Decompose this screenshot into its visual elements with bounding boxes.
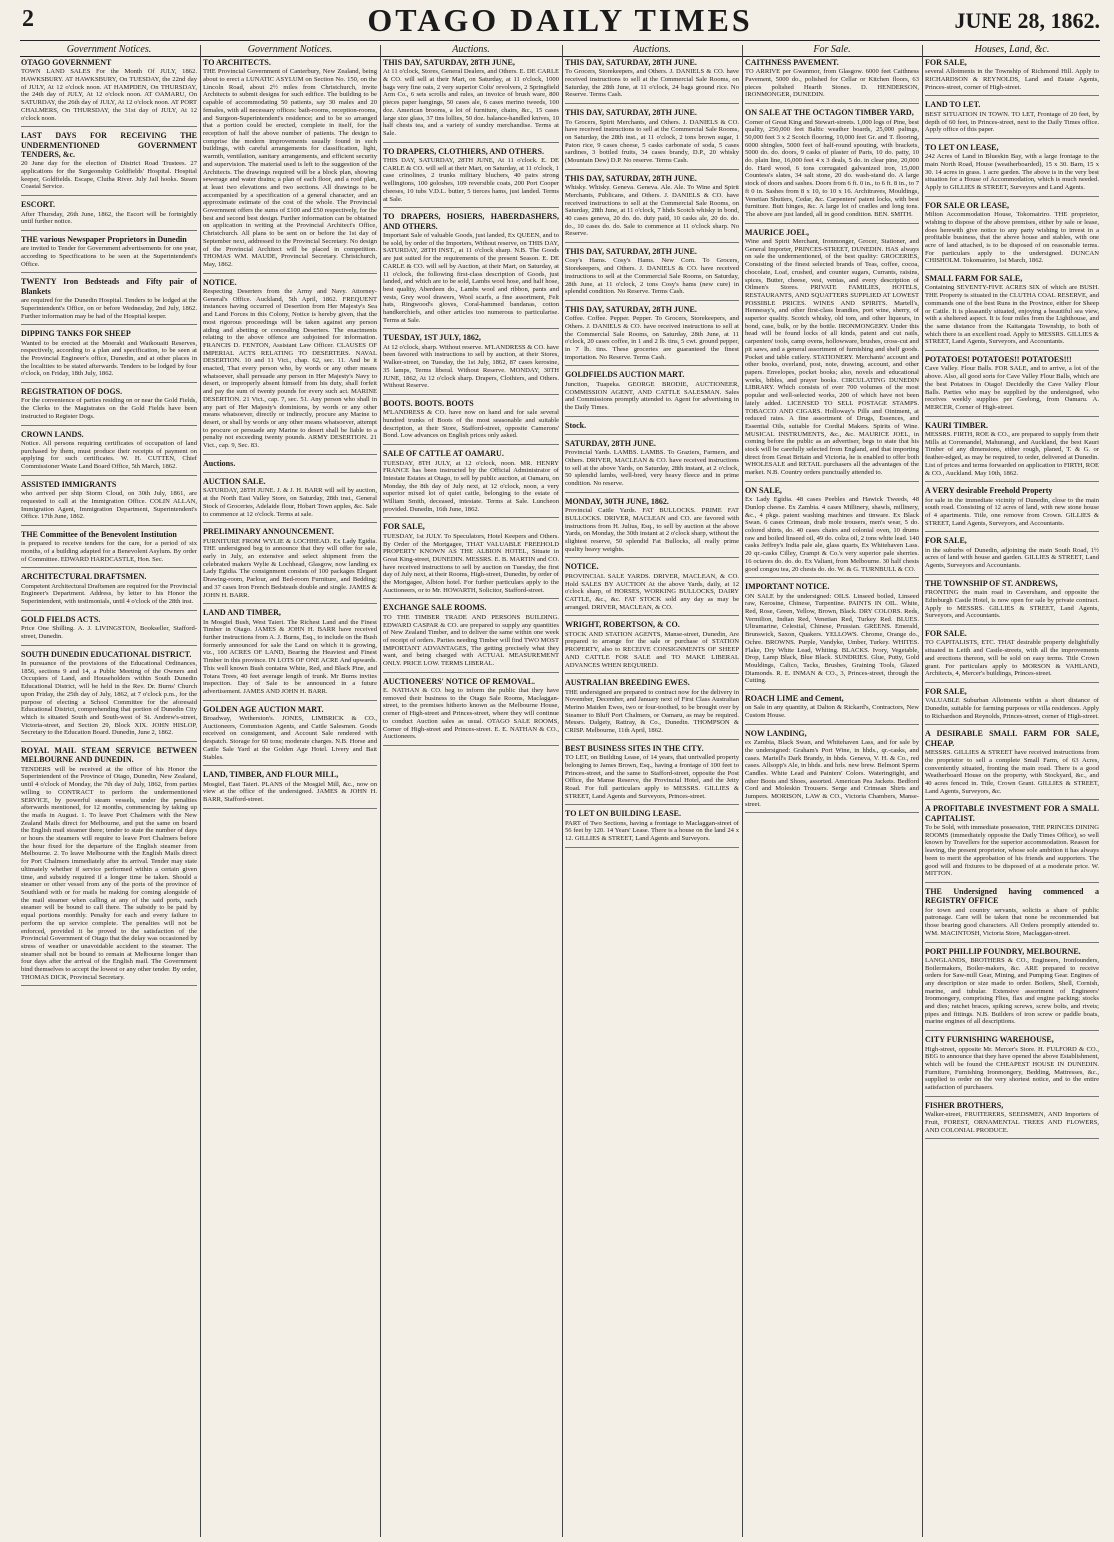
- advertisement-block: [925, 143, 1099, 197]
- advertisement-block: [565, 421, 739, 435]
- advertisement-heading: THE Committee of the Benevolent Institution: [21, 529, 177, 539]
- advertisement-body: VALUABLE Suburban Allotments within a short distance of Dunedin, suitable for farming purposes or villa residences. Apply to Richardson and Reynolds, Princes-street, corner of High-street.: [925, 697, 1099, 720]
- advertisement-heading: NOTICE.: [203, 277, 237, 287]
- advertisement-block: [21, 650, 197, 742]
- advertisement-heading: Auctions.: [203, 458, 236, 468]
- advertisement-body: THIS DAY, SATURDAY, 28TH JUNE, At 11 o'clock. E. DE CARLE & CO. will sell at their Mart, on Saturday, at 11 o'clock, 1 case crinolines, 2 trunks military bluchers, 40 pairs strong wellingtons, 100 goloshes, 109 reversible coats, 200 Port Cooper cheeses, 10 tubs V.D.L. butter, 5 tierces hams, just landed. Terms at Sale.: [383, 157, 559, 203]
- column-header: Government Notices.: [247, 44, 333, 55]
- advertisement-body: FURNITURE FROM WYLIE & LOCHHEAD. Ex Lady Egidia. THE undersigned beg to announce that they will offer for sale, early in July, an extensive and select shipment from the celebrated makers Wylie & Lochhead, Glasgow, now landing ex Lady Egidia. The consignment consists of 100 packages Elegant Drawing-room, Parlour, and Bed-room Furniture, and Bedding; and 37 cases Iron French Bedsteads double and single. JAMES & JOHN H. BARR.: [203, 537, 377, 599]
- advertisement-block: [925, 1035, 1099, 1097]
- advertisement-body: in the suburbs of Dunedin, adjoining the main South Road, 1½ acres of land with house and garden. GILLIES & STREET, Land Agents, Surveyors and Accountants.: [925, 546, 1099, 570]
- advertisement-body: Walker-street, FRUITERERS, SEEDSMEN, AND Importers of Fruit, FOREST, ORNAMENTAL TREES AND FLOWERS, AND COLONIAL PRODUCE.: [925, 1111, 1099, 1134]
- advertisement-body: Corner of Great King and Stewart-streets. 1,000 logs of Pine, best quality, 250,000 feet Baltic weather boards, 25,000 palings, 50,000 feet 3 x 2 Scotch flooring, 10,000 feet Gr. and T. flooring, 6000 shingles, 5000 feet of half-round spouting, with brackets, 5000 do. do. doors, 9 casks of plaster of Paris, 10 do. patty, 10 do. plain line, 16,000 feet 4 x 3 deals, 5 do. in clear pine, 20,000 do. Hard wood, 6 tons corrugated galvanized iron, 15,000 Countess's slates, 34 salt stone, 20 do. wash-stand do. A large stock of doors and sashes. Doors from 6 ft. 0 in., to 6 ft. 8 in., to 7 ft 0 in. Sashes from 8 x 10, to 10 x 16. Architraves, Mouldings, Venetian Shutters, Cedar, &c. Carpenters' patent locks, with best furniture. Butt hinges, &c. A large lot of cradles and long tons. The above are just landed, all in good condition. BEN. SMITH.: [745, 118, 919, 218]
- advertisement-body: who arrived per ship Storm Cloud, on 30th July, 1861, are requested to call at the Immigration Office. COLIN ALLAN, Immigration Agent, Immigration Department, Superintendent's Office. 17th June, 1862.: [21, 490, 197, 521]
- advertisement-block: [925, 274, 1099, 351]
- advertisement-body: for sale in the immediate vicinity of Dunedin, close to the main south road. Consisting of 12 acres of land, with new stone house of 4 apartments. Title, one remove from Crown. GILLIES & STREET, Land Agents, Surveyors, and Accountants.: [925, 496, 1099, 527]
- advertisement-body: M'LANDRESS & CO. have now on hand and for sale several hundred trunks of Boots of the most seasonable and suitable description, at their Store, Stafford-street, opposite Camerons' Bond. Low advances on English prices only asked.: [383, 409, 559, 440]
- advertisement-heading: ASSISTED IMMIGRANTS: [21, 479, 117, 489]
- advertisement-heading: FOR SALE OR LEASE,: [925, 200, 1010, 210]
- advertisement-heading: TO DRAPERS, HOSIERS, HABERDASHERS, AND OTHERS.: [383, 212, 559, 231]
- advertisement-heading: THE Undersigned having commenced a REGISTRY OFFICE: [925, 886, 1099, 906]
- advertisement-heading: MAURICE JOEL,: [745, 227, 810, 237]
- advertisement-block: [925, 729, 1099, 800]
- advertisement-block: [565, 620, 739, 674]
- advertisement-body: several Allotments in the Township of Richmond Hill. Apply to RICHARDSON & REYNOLDS, Land and Estate Agents, Princes-street, corner of High-street.: [925, 68, 1099, 91]
- column-header: Houses, Land, &c.: [974, 44, 1050, 55]
- column-header: Auctions.: [452, 44, 490, 55]
- advertisement-block: [925, 947, 1099, 1032]
- advertisement-body: To be Sold, with immediate possession, THE PRINCES DINING ROOMS (immediately opposite the Daily Times Office), so well known by Travellers for the superior accommodation. Reason for leaving, the present proprietor, whose sole ambition it has always been to merit the approbation of his friends and supporters. The good will and fixtures to be disposed of at a moderate price. W. MITTON.: [925, 824, 1099, 878]
- advertisement-heading: CITY FURNISHING WAREHOUSE,: [925, 1035, 1054, 1045]
- advertisement-body: To Grocers, Storekeepers, and Others. J. DANIELS & CO. have received instructions to sell at the Commercial Sale Rooms, on Saturday, the 28th June, at 11 o'clock, 24 bags ground rice. No Reserve. Terms Cash.: [565, 68, 739, 99]
- advertisement-heading: AUCTION SALE.: [203, 477, 266, 487]
- advertisement-body: Ex Lady Egidia. 48 cases Peebles and Hawick Tweeds, 48 Dunlop cheese. Ex Zambia. 4 cases Millinery, shawls, millinery, &c., 4 pkgs. patent washing machines and tinware. Ex Black Swan. 6 cases Crimean, drab mole trousers, men's wear, 5 do. colored shirts, do. 40 cases chairs and colonial oven, 10 drums raw and boiled linseed oil, 49 do. colza oil, 2 tons white lead. 140 casks Jeffrey's India pale ale, glass quarts, Ex Whitehaven Lass. 20 qr.-casks Cilley, Crampt & Co.'s very superior pale sherries. 16 octaves do. do. do. Ex Valiant, from Melbourne. 30 half chests good congou tea, 20 chests do. do. W. & G. TURNBULL & CO.: [745, 496, 919, 573]
- advertisement-heading: BEST BUSINESS SITES IN THE CITY.: [565, 743, 704, 753]
- advertisement-heading: FOR SALE,: [925, 536, 967, 546]
- advertisement-heading: ROACH LIME and Cement,: [745, 694, 844, 704]
- masthead: [20, 2, 1100, 38]
- advertisement-block: [21, 329, 197, 383]
- advertisement-block: [925, 887, 1099, 943]
- advertisement-heading: SOUTH DUNEDIN EDUCATIONAL DISTRICT.: [21, 649, 192, 659]
- advertisement-body: is prepared to receive tenders for the care, for a period of six months, of a building adapted for a Benevolent Asylum. By order of Committee. EDWARD HARDCASTLE, Hon. Sec.: [21, 540, 197, 563]
- advertisement-heading: THIS DAY, SATURDAY, 28TH JUNE.: [565, 58, 697, 67]
- advertisement-block: [383, 147, 559, 209]
- advertisement-heading: KAURI TIMBER.: [925, 420, 988, 430]
- advertisement-heading: Stock.: [565, 420, 587, 430]
- advertisement-heading: IMPORTANT NOTICE.: [745, 582, 830, 592]
- advertisement-body: on Sale in any quantity, at Dalton & Rickard's, Contractors, New Custom House.: [745, 704, 919, 720]
- advertisement-block: [21, 387, 197, 425]
- advertisement-heading: TO ARCHITECTS.: [203, 58, 271, 67]
- advertisement-block: [745, 582, 919, 690]
- advertisement-block: [925, 58, 1099, 96]
- advertisement-block: [565, 497, 739, 559]
- issue-date: JUNE 28, 1862.: [954, 8, 1100, 33]
- column-auctions-2: [565, 57, 739, 1535]
- advertisement-body: 20 June day for the election of District Road Trustees. 27 applications for the Surgeonship Goldfields' Hospital. Hospital keeper, Goldfields. Escape, Clutha River. July Jail hooks. Steam Coastal Service.: [21, 160, 197, 191]
- advertisement-block: [565, 174, 739, 243]
- advertisement-heading: WRIGHT, ROBERTSON, & CO.: [565, 620, 680, 630]
- advertisement-block: [925, 579, 1099, 625]
- column-government-notices-2: [203, 57, 377, 1535]
- advertisement-body: THE Provincial Government of Canterbury, New Zealand, being about to erect a LUNATIC ASYLUM on Section No. 150, on the Lincoln Road, about 2½ miles from Christchurch, invite Architects to submit designs for such edifice. The building to be capable of accommodating 50 patients, say 30 males and 20 females, with all necessary offices: bath-rooms, reception-rooms, and Surgeon-Superintendent's residence; and to be so arranged that a portion could be erected, complete in itself, for the reception of half the above number of patients. The design to comprise the modern improvements usually found in such buildings, with careful arrangements for classification, light, warmth, ventilation, sanitary arrangements, and efficient security and supervision. The material used is left to the suggestion of the Architects. The drawings required will be a block plan, showing sewerage and water drains; a plan of each floor, and a roof plan, at least two elevations and two sections. All drawings to be accompanied by a specification of a general character, and an approximate estimate of the cost of the whole. The Provincial Government offers the sums of £100 and £50 respectively, for the best and second best design. Further information can be obtained on application in writing at the Provincial Architect's Office, Christchurch. All plans to be sent on or before the 1st day of September next, addressed to the Provincial Secretary. No design of the Provincial Architect will be placed in competition. THOMAS WM. MAUDE, Provincial Secretary. Christchurch, May, 1862.: [203, 68, 377, 268]
- advertisement-block: [203, 608, 377, 700]
- advertisement-block: [925, 629, 1099, 683]
- advertisement-heading: PRELIMINARY ANNOUNCEMENT.: [203, 527, 334, 537]
- advertisement-body: Wine and Spirit Merchant, Ironmonger, Grocer, Stationer, and General Importer, PRINCES-STREET, DUNEDIN. HAS always on sale the undermentioned, of the best quality: GROCERIES, Consisting of the finest selected brands of Teas, coffee, cocoa, chocolate, Loaf, crushed, and counter sugars, Currants, raisins, spices, Butter, cheese, vest, ventas, and every description of Oilmen's Stores. PRIVATE FAMILIES, HOTELS, RESTAURANTS, AND SQUATTERS SUPPLIED AT LOWEST POSSIBLE PRICES. WINES AND SPIRITS. Martell's, Hennessy's, and other first-class brandies, port wine, sherry, of superior quality. Scotch whisky, old tom, and other liqueurs, in bond, case, bulk, or by the bottle. IRONMONGERY. Under this head will be found locks of all kinds, patent and cut nails, carpenters' tools, camp ovens, hollowware, brushes, cross-cut and pit saws, and a general assortment of furnishing and shelf goods. Pocket and table cutlery. STATIONERY. Merchants' account and other books, overland, post, note, drawing, account, and other papers. Envelopes, pocket books; also, novels and educational works, bibles, and prayer books. CIRCULATING DUNEDIN LIBRARY. Which consists of over 700 volumes of the most popular and well-selected works, 200 of which have not been lately added. LICENSED TO SELL POSTAGE STAMPS. TOBACCO AND CIGARS. Holloway's Pills and Ointment, at reduced rates. A fine assortment of Drugs, Essences, and Essential Oils, suitable for Cordial Makers. Spirits of Wine. MUSICAL INSTRUMENTS, &c., &c. MAURICE JOEL, in coming before the public as an advertiser, begs to state that his stock will be carefully selected from England, and that importing direct from Great Britain and Victoria, he is enabled to offer both WHOLESALE and RETAIL purchasers all the advantages of the market. N.B. Country orders punctually attended to.: [745, 238, 919, 477]
- advertisement-block: [203, 459, 377, 473]
- column-houses-land: [925, 57, 1099, 1535]
- advertisement-body: To Grocers, Spirit Merchants, and Others. J. DANIELS & CO. have received instructions to sell at the Commercial Sale Rooms, on Saturday, the 28th inst., at 11 o'clock, 2 tons brown sugar, 1 Paton rice, 9 cases cheese, 5 casks carbonate of soda, 5 cases sardines, 3 bottled fruits, 34 cases brandy, D.P., 20 whisky (Mountain Dew) D.P. No reserve. Terms Cash.: [565, 118, 739, 165]
- column-header: Auctions.: [633, 44, 671, 55]
- advertisement-heading: DIPPING TANKS FOR SHEEP: [21, 329, 131, 339]
- advertisement-heading: LAST DAYS FOR RECEIVING THE UNDERMENTIONED GOVERNMENT TENDERS, &c.: [21, 131, 197, 159]
- column-auctions-1: [383, 57, 559, 1535]
- advertisement-block: [745, 486, 919, 578]
- advertisement-body: Cave Valley. Flour Balls. FOR SALE, and to arrive, a lot of the above. Also, all good sorts for Cave Valley Flour Balls, which are the best Potatoes in Otago! Decidedly the Cave Valley Flour Balls. Parties who may be supplied by the undersigned, who receives weekly supplies per Geelong, from Oamaru. A. MERCER, Corner of High-street.: [925, 365, 1099, 411]
- advertisement-heading: A PROFITABLE INVESTMENT FOR A SMALL CAPITALIST.: [925, 804, 1099, 823]
- advertisement-block: [565, 809, 739, 847]
- advertisement-heading: LAND TO LET.: [925, 100, 981, 110]
- advertisement-block: [925, 1101, 1099, 1139]
- advertisement-block: [565, 678, 739, 740]
- advertisement-heading: THE various Newspaper Proprietors in Dunedin: [21, 234, 187, 244]
- advertisement-body: In pursuance of the provisions of the Educational Ordinances, 1856, sections 9 and 14, a Public Meeting of the Owners and Occupiers of Land, and Householders within South Dunedin Educational District, will be held in the Rev. Dr. Burns' Church upon Friday, the 25th day of July, 1862, at 7 o'clock p.m., for the purpose of electing a School Committee for the aforesaid Educational District, comprehending that portion of Dunedin City which is situated South and South-west of St. Andrew's-street, Victoria-street, and Section 29, Block XIX. JOHN HISLOP, Secretary to the Education Board. Dunedin, June 2, 1862.: [21, 659, 197, 737]
- advertisement-body: MESSRS. GILLIES & STREET have received instructions from the proprietor to sell a complete Small Farm, of 63 Acres, conveniently situated, fronting the main road. There is a good Weatherboard House on the property, with Stockyard, &c., and 40 acres fenced in. Title, Crown Grant. GILLIES & STREET, Land Agents, Surveyors, &c.: [925, 749, 1099, 795]
- advertisement-heading: FOR SALE,: [925, 58, 967, 67]
- advertisement-block: [383, 399, 559, 445]
- advertisement-heading: TO LET ON BUILDING LEASE.: [565, 809, 681, 819]
- advertisement-heading: LAND, TIMBER, AND FLOUR MILL,: [203, 770, 339, 780]
- advertisement-block: [383, 522, 559, 599]
- advertisement-heading: PORT PHILLIP FOUNDRY, MELBOURNE.: [925, 946, 1081, 956]
- advertisement-body: TO THE TIMBER TRADE AND PERSONS BUILDING. EDWARD CASPAR & CO. are prepared to supply any quantities of New Zealand Timber, and to deliver the same within one week of receipt of orders. Parties needing Timber will find TWO MOST IMPORTANT ADVANTAGES, The getting precisely what they want, and being charged with ACTUAL MEASUREMENT ONLY. PRICE LOW. TERMS LIBERAL.: [383, 613, 559, 668]
- advertisement-body: Milton Accommodation House, Tokomairiro. THE proprietor, wishing to dispose of the above premises, either by sale or lease, does herewith give notice to any party wishing to invest in a profitable business, that the above house and stables, with one acre of land attached, is to be disposed of on reasonable terms. For particulars apply to the undersigned. DUNCAN CHISHOLM. Tokomairiro, 1st March, 1862.: [925, 211, 1099, 265]
- advertisement-block: [21, 530, 197, 568]
- advertisement-block: [203, 58, 377, 274]
- newspaper-title: OTAGO DAILY TIMES: [367, 2, 753, 38]
- advertisement-heading: NOW LANDING,: [745, 728, 807, 738]
- advertisement-block: [925, 355, 1099, 417]
- advertisement-heading: ON SALE AT THE OCTAGON TIMBER YARD,: [745, 108, 914, 118]
- advertisement-heading: THIS DAY, SATURDAY, 28TH JUNE.: [565, 247, 697, 257]
- advertisement-heading: GOLDFIELDS AUCTION MART.: [565, 370, 685, 380]
- advertisement-block: [383, 677, 559, 746]
- advertisement-heading: CAITHNESS PAVEMENT.: [745, 58, 839, 67]
- advertisement-heading: SALE OF CATTLE AT OAMARU.: [383, 449, 504, 459]
- advertisement-heading: FISHER BROTHERS,: [925, 1100, 1004, 1110]
- advertisement-block: [21, 200, 197, 231]
- advertisement-heading: GOLDEN AGE AUCTION MART.: [203, 704, 324, 714]
- column-rule: [380, 45, 381, 1537]
- advertisement-heading: TWENTY Iron Bedsteads and Fifty pair of Blankets: [21, 277, 197, 296]
- advertisement-block: [565, 247, 739, 301]
- advertisement-block: [565, 370, 739, 416]
- advertisement-body: THE undersigned are prepared to contract now for the delivery in November, December, and January next of First Class Australian Merino Maiden Ewes, two or four-toothed, to be brought over by Steamer to Bluff Port Chalmers, or Oamaru, as may be required. Messrs. Dalgety, Rattray, & Co., Dunedin. THOMPSON & CRISP. Melbourne, 11th April, 1862.: [565, 688, 739, 735]
- advertisement-block: [203, 527, 377, 604]
- advertisement-body: Respecting Deserters from the Army and Navy. Attorney-General's Office. Auckland, 5th April, 1862. FREQUENT instances having occurred of Desertion from Her Majesty's Sea and Land Forces in this Colony, Notice is hereby given, that the most rigorous proceedings will be taken against any person aiding and abetting or concealing Deserters. The enactments relating to the above offence are subjoined for information. FRANCIS D. FENTON, Assistant Law Officer. CLAUSES OF IMPERIAL ACTS RELATING TO DESERTERS. NAVAL DESERTION. 10 and 11 Vict., chap. 62, sec. 11. And be it enacted, That every person who, by words or any other means whatsoever, shall persuade any person in Her Majesty's Navy to desert, or improperly absent himself from his duty, shall forfeit and pay the sum of twenty pounds for every such act. MARINE DESERTION. 21 Vict., cap. 7, sec. 51. Any person who shall in any part of Her Majesty's dominions, by words or any other means whatsoever, directly or indirectly, procure any Marine to desert, or shall by words or any other means whatsoever, attempt to procure or persuade any Marine to desert shall be liable to a penalty not exceeding twenty pounds. ARMY DESERTION. 21 Vict., cap. 9, Sec. 83.: [203, 288, 377, 450]
- advertisement-body: ON SALE by the undersigned: OILS. Linseed boiled, Linseed raw, Kerosine, Chinese, Turpentine. PAINTS IN OIL. White, Red, Rose, Green, Yellow, Brown, Black. DRY COLORS. Reds, Vermilion, Indian Red, Venetian Red, Turkey Red. BLUES. Ultramarine, Celestial, Chinese, Prussian. GREENS. Emerald, Brunswick, Saxon, Quakers. YELLOWS. Chrome, Orange do., Ochre. BROWNS. Purple, Vandyke, Umber, Turkey. WHITES. Flake, Dry White Lead, Whiting. BLACKS. Ivory, Vegetable, Drop, Lamp Black, Blue Black. SUNDRIES. Glue, Putty, Gold Mouldings, Calico, Tacks, Brushes, Graining Tools, Glazed Diamonds. R. E. INMAN & CO., 3, Princes-street, through the Cutting.: [745, 592, 919, 685]
- advertisement-body: 242 Acres of Land in Blueskin Bay, with a large frontage to the main North Road, House (weatherboarded), 15 x 30. Barn, 15 x 30. 14 acres in grass. 1 acre garden. The above is in the very best situation for a House of Accommodation, which is much needed. Apply to GILLIES & STREET, Surveyors and Land Agents.: [925, 153, 1099, 192]
- advertisement-body: Important Sale of valuable Goods, just landed, Ex QUEEN, and to be sold, by order of the Importers, Without reserve, on THIS DAY, SATURDAY, 28TH INST., at 11 o'clock sharp. N.B. The Goods are just suited for the requirements of the present Season. E. DE CARLE & CO. will sell by Auction, at their Mart, on Saturday, at 11 o'clock, the following first-class description of Goods, just landed, and which are to be sold, Lambs wool hose, and half hose, best quality, Aberdeen do., Lambs wool and ribbon, pants and vests, Grey wool drawers, Wool scarfs, a fine assortment, Felt hats, Ringwood's gloves, Coral-hammed bandanas, cotton handkerchiefs, and other articles too numerous to particularise. Terms at Sale.: [383, 231, 559, 324]
- advertisement-heading: REGISTRATION OF DOGS.: [21, 387, 123, 397]
- advertisement-block: [565, 305, 739, 367]
- advertisement-body: BEST SITUATION IN TOWN. TO LET, Frontage of 20 feet, by depth of 60 feet, in Princes-street, next to the Daily Times office. Apply office of this paper.: [925, 110, 1099, 134]
- advertisement-block: [203, 705, 377, 767]
- advertisement-heading: BOOTS. BOOTS. BOOTS: [383, 399, 474, 408]
- advertisement-heading: ROYAL MAIL STEAM SERVICE BETWEEN MELBOURNE AND DUNEDIN.: [21, 746, 197, 765]
- advertisement-block: [383, 333, 559, 395]
- advertisement-heading: GOLD FIELDS ACTS.: [21, 614, 101, 624]
- advertisement-block: [565, 108, 739, 170]
- advertisement-heading: THIS DAY, SATURDAY, 28TH JUNE.: [565, 304, 697, 314]
- column-for-sale: [745, 57, 919, 1535]
- advertisement-body: TOWN LAND SALES For the Month Of JULY, 1862. HAWKSBURY. AT HAWKSBURY, On TUESDAY, the 22nd day of JULY, At 12 o'clock noon. AT HAMPDEN, On THURSDAY, the 24th day of JULY, At 12 o'clock noon. AT OAMARU, On SATURDAY, the 26th day of JULY, At 12 o'clock noon. AT PORT CHALMERS, On THURSDAY, the 31st day of JULY, At 12 o'clock noon.: [21, 68, 197, 122]
- advertisement-block: [925, 100, 1099, 138]
- advertisement-heading: MONDAY, 30TH JUNE, 1862.: [565, 496, 669, 506]
- advertisement-body: Provincial Cattle Yards. FAT BULLOCKS. PRIME FAT BULLOCKS. DRIVER, MACLEAN and CO. are favored with instructions from H. Julius, Esq., to sell by auction at the above Yards, on Monday, the 30th instant at 2 o'clock sharp, without the slightest reserve, 50 splendid Fat Bullocks, all really prime quality heavy weights.: [565, 507, 739, 553]
- advertisement-body: TO ARRIVE per Gwanmor, from Glasgow. 6000 feet Caithness Pavement, 5000 do., polished for Cellar or Kitchen floors, 63 pieces polished Hearth Stones. D. HENDERSON, IRONMONGER, DUNEDIN.: [745, 68, 919, 99]
- advertisement-block: [745, 108, 919, 224]
- advertisement-block: [21, 430, 197, 476]
- advertisement-body: are invited to Tender for Government advertisements for one year, according to Specifications to be seen at the Superintendent's Office.: [21, 245, 197, 268]
- advertisement-body: Whisky. Whisky. Geneva. Geneva. Ale. Ale. To Wine and Spirit Merchants, Publicans, and Others. J. DANIELS & CO. have received instructions to sell at the Commercial Sale Rooms, on Saturday, 28th June, at 11 o'clock, 7 hhds Scotch whisky in bond, 40 cases geneva, 20 do. do. duty paid, 10 casks ale, 20 do. do. do., 10 cases do. do. Sale to commence at 11 o'clock sharp. No Reserve.: [565, 184, 739, 238]
- advertisement-body: E. NATHAN & CO. beg to inform the public that they have removed their business to the Otago Sale Rooms, Maclaggan-street, to the premises hitherto known as the Melbourne House, corner of High-street and Princes-street, where they will continue to conduct Auction sales as usual. OTAGO SALE ROOMS, Corner of High-street and Princes-street. E. E. NATHAN & CO., Auctioneers.: [383, 687, 559, 741]
- advertisement-heading: TO LET ON LEASE,: [925, 142, 999, 152]
- column-header: Government Notices.: [66, 44, 152, 55]
- column-header: For Sale.: [813, 44, 851, 55]
- advertisement-body: FRONTING the main road in Caversham, and opposite the Edinburgh Castle Hotel, is now open for sale by private contract. Apply to MESSRS. GILLIES & STREET, Land Agents, Surveyors, and Accountants.: [925, 589, 1099, 620]
- advertisement-heading: AUCTIONEERS' NOTICE OF REMOVAL.: [383, 676, 536, 686]
- advertisement-block: [21, 746, 197, 986]
- advertisement-block: [383, 449, 559, 518]
- advertisement-block: [21, 58, 197, 127]
- advertisement-heading: FOR SALE.: [925, 629, 967, 639]
- advertisement-block: [565, 439, 739, 493]
- advertisement-heading: OTAGO GOVERNMENT: [21, 58, 112, 67]
- advertisement-heading: FOR SALE,: [925, 686, 967, 696]
- advertisement-block: [925, 804, 1099, 883]
- advertisement-block: [925, 536, 1099, 574]
- advertisement-heading: THE TOWNSHIP OF ST. ANDREWS,: [925, 578, 1058, 588]
- column-rule: [200, 45, 201, 1537]
- advertisement-body: High-street, opposite Mr. Mercer's Store. H. FULFORD & CO., BEG to announce that they have opened the above Establishment, which will be found the CHEAPEST HOUSE IN DUNEDIN. Furniture, Furnishing Ironmongery, Bedding, Mattresses, &c., supplied to order on the very shortest notice, and to the entire satisfaction of purchasers.: [925, 1045, 1099, 1092]
- advertisement-block: [565, 562, 739, 616]
- advertisement-heading: THIS DAY, SATURDAY, 28TH JUNE.: [565, 173, 697, 183]
- advertisement-body: In Mosgiel Bush, West Taieri. The Richest Land and the Finest Timber in Otago. JAMES & JOHN H. BARR have received further instructions from A. J. Burns, Esq., to include on the Bush formerly announced for sale the Land on which it is growing, viz., 100 ACRES OF LAND, Bearing the Heaviest and Finest Timber in this province. IN LOTS OF ONE ACRE And upwards. This well known Bush contains White, Red, and Black Pine, and Totara Trees, 40 feet average length of trunk. Mr Burns invites inspection. Day of Sale to be announced in a future advertisement. JAMES AND JOHN H. BARR.: [203, 618, 377, 695]
- advertisement-heading: SATURDAY, 28TH JUNE.: [565, 439, 656, 449]
- advertisement-body: PART of Two Sections, having a frontage to Maclaggan-street of 56 feet by 120. 14 Years' Lease. There is a house on the land 24 x 12. GILLIES & STREET, Land Agents and Surveyors.: [565, 819, 739, 843]
- advertisement-body: SATURDAY, 28TH JUNE. J. & J. H. BARR will sell by auction, at the North East Valley Store, on Saturday, 28th inst., General Stock of Groceries, Adelaide flour, Hobart Town apples, &c. Sale to commence at 12 o'clock. Terms at sale.: [203, 487, 377, 518]
- advertisement-body: Competent Architectural Draftsmen are required for the Provincial Engineer's Department. Address, by letter to his Honor the Superintendent, with testimonials, until 4 o'clock of the 28th inst.: [21, 582, 197, 606]
- advertisement-block: [383, 603, 559, 672]
- advertisement-body: At 11 o'clock, Stores, General Dealers, and Others. E. DE CARLE & CO. will sell at their Mart, on Saturday, at 11 o'clock, 1000 bags very fine oats, 2 very superior Colts' revolvers, 2 Springfield Arm Co., 6 sets scrolls and rules, an invoice of brush ware, 800 pieces paper hangings, 50 cases ale, 6 cases merino tweeds, 100 doz. American brooms, a lot of furniture, chairs, &c., 15 cases large size glass, 37 tins lollies, 50 doz. balance-handled knives, 10 half chests tea, and a variety of sundry merchandise. Terms at Sale.: [383, 68, 559, 137]
- advertisement-body: Provincial Yards. LAMBS. LAMBS. To Graziers, Farmers, and Others. DRIVER, MACLEAN & CO. have received instructions to sell at the above Yards, on Saturday, 28th instant, at 2 o'clock, 50 splendid lambs, well-bred, very heavy fleece and in prime condition. No reserve.: [565, 449, 739, 488]
- advertisement-heading: LAND AND TIMBER,: [203, 608, 281, 618]
- advertisement-block: [745, 694, 919, 725]
- advertisement-body: TO CAPITALISTS, ETC. THAT desirable property delightfully situated in Leith and Castle-streets, with all the improvements and erections thereon, will be sold on easy terms. Title Crown grant. For particulars apply to MORSON & VAHLAND, Architects, 4, Mercer's buildings, Princes-street.: [925, 639, 1099, 678]
- advertisement-body: PROVINCIAL SALE YARDS. DRIVER, MACLEAN, & CO. Hold SALES BY AUCTION At the above Yards, daily, at 12 o'clock sharp, of HORSES, WORKING BULLOCKS, DAIRY CATTLE, &c., &c. FAT STOCK sold any day as may be arranged. DRIVER, MACLEAN, & CO.: [565, 572, 739, 611]
- advertisement-body: At 12 o'clock, sharp. Without reserve. M'LANDRESS & CO. have been favored with instructions to sell by auction, at their Stores, Walker-street, on Tuesday, the 1st July, 1862, 87 cases kerosine, 35 lamps, Terms liberal. Without Reserve. MONDAY, 30TH JUNE, 1862, At 12 o'clock sharp. Drapers, Clothiers, and Others. Without Reserve.: [383, 343, 559, 390]
- advertisement-body: ex Zambia, Black Swan, and Whitehaven Lass, and for sale by the undersigned: Graham's Port Wine, in hhds., qr.-casks, and cases. Martell's Dark Brandy, in hhds. Geneva, V. H. & Co., red cases. Allsopp's Ale, in hhds. and hrls. new brew. Belmont Sperm Candles. White Lead and Painters' Colors. Wateringtight, and other Boots and Shoes, assorted. American Pea Jackets. Bedford Cord and Moleskin Trousers. Serge and Crimean Shirts and Jumpers. MORISON, LAW & CO., Victoria Chambers, Manse-street.: [745, 739, 919, 808]
- advertisement-heading: A VERY desirable Freehold Property: [925, 486, 1053, 496]
- advertisement-heading: EXCHANGE SALE ROOMS.: [383, 603, 487, 613]
- advertisement-body: for town and country servants, solicits a share of public patronage. Care will be taken that none be recommended but those bearing good characters. All Orders promptly attended to. WM. MACINTOSH, Victoria Store, Maclaggan-street.: [925, 906, 1099, 937]
- advertisement-heading: ESCORT.: [21, 200, 56, 210]
- advertisement-body: TENDERS will be received at the office of his Honor the Superintendent of the Province of Otago, Dunedin, New Zealand, until 4 o'clock of Monday, the 7th day of July, 1862, from parties willing to CONTRACT to perform the undermentioned SERVICE, by powerful steam vessels, under the penalties afterwards mentioned, for 12 months, commencing by taking up the mails in August. 1. To leave Port Chalmers with the New Zealand Mails direct for Melbourne, and put the same on board the English mail steamer there; tender to state the number of days or hours the steamers will require to leave Port Chalmers before the hour fixed for the departure of the English steamer from Melbourne. 2. To leave Melbourne with the English Mails direct for Port Chalmers immediately after its arrival. Tender may state ultimately whether if service performed within a certain given time, and subsidy required if a longer time be taken. Should a steamer or other vessel from any of the ports of the province of Southland with or for mails be making for coming alongside of the mail steamer when calling at any of the said ports, such steamer will be bound to call there. The subsidy to be paid by equal portions monthly. Penalty for each and every failure to perform the up service complete. The penalties will not be enforced, provided it be proved to the satisfaction of the Provincial Government of Otago that the delay was occasioned by stress of weather or unavoidable accident to the steamer. The steamer shall not be bound to remain at Melbourne longer than four days after the arrival of the English mail. The Government bind themselves to accept the lowest or any other tender. By order, THOMAS DICK, Provincial Secretary.: [21, 765, 197, 981]
- advertisement-block: [565, 58, 739, 104]
- advertisement-block: [21, 615, 197, 646]
- column-rule: [562, 45, 563, 1537]
- advertisement-body: Notice. All persons requiring certificates of occupation of land purchased by them, must produce their receipts of payment on applying for such certificates. W. H. CUTTEN, Chief Commissioner Waste Land Board Office, 5th March, 1862.: [21, 439, 197, 471]
- advertisement-heading: POTATOES! POTATOES!! POTATOES!!!: [925, 355, 1072, 365]
- advertisement-body: Coffee. Coffee. Pepper. Pepper. To Grocers, Storekeepers, and Others. J. DANIELS & CO. have received instructions to sell at the Commercial Sale Rooms, on Saturday, 28th June, at 11 o'clock, 20 cases coffee, in 1 and 2 lb. tins, 5 cwt. ground pepper, in 7 lb. tins. These groceries are guaranteed the finest importation. No Reserve. Terms Cash.: [565, 315, 739, 361]
- advertisement-block: [925, 201, 1099, 270]
- masthead-rule: [20, 40, 1100, 41]
- advertisement-block: [21, 277, 197, 325]
- advertisement-body: TUESDAY, 8TH JULY, at 12 o'clock, noon. MR. HENRY FRANCE has been instructed by the Official Administrator of Intestate Estates at Otago, to sell by public auction, at Oamaru, on Monday, the 8th day of July next, at 12 o'clock, noon, a very superior mixed lot of quiet cattle, belonging to the estate of William Smith, deceased, intestate. Terms at Sale. Luncheon provided. Dunedin, 16th June, 1862.: [383, 459, 559, 513]
- advertisement-heading: THIS DAY, SATURDAY, 28TH JUNE,: [383, 58, 515, 67]
- advertisement-body: TO LET, on Building Lease, of 14 years, that unrivalled property belonging to James Brown, Esq., having a frontage of 100 feet to Princes-street, and the same to Stafford-street, opposite the Post Office, the Manse Reserve, the Provincial Hotel, and the Jetty Road. For full particulars apply to MESSRS. GILLIES & STREET, Land Agents and Surveyors, Princes-street.: [565, 754, 739, 800]
- advertisement-heading: ON SALE,: [745, 485, 782, 495]
- advertisement-block: [745, 729, 919, 814]
- page-number: 2: [22, 6, 34, 32]
- advertisement-heading: A DESIRABLE SMALL FARM FOR SALE, CHEAP.: [925, 729, 1099, 748]
- advertisement-body: Price One Shilling. A. J. LIVINGSTON, Bookseller, Stafford-street, Dunedin.: [21, 625, 197, 640]
- advertisement-block: [21, 131, 197, 196]
- advertisement-body: are required for the Dunedin Hospital. Tenders to be lodged at the Superintendent's Office, on or before Wednesday, 2nd July, 1862. Further information may be had of the Hospital keeper.: [21, 297, 197, 320]
- advertisement-block: [745, 228, 919, 482]
- advertisement-block: [745, 58, 919, 104]
- advertisement-block: [21, 572, 197, 610]
- advertisement-body: Mosgiel, East Taieri. PLANS of the Mosgiel Mill, &c., now on view at the office of the undersigned. JAMES & JOHN H. BARR, Stafford-street.: [203, 780, 377, 804]
- advertisement-block: [383, 212, 559, 329]
- advertisement-body: Wanted to be erected at the Moeraki and Waikouaiti Reserves, respectively, according to a plan and specification, to be seen at the Provincial Engineer's office, Dunedin, and at other places in the localities to be stated afterwards. Tenders to be lodged by four o'clock, on Friday, 18th July, 1862.: [21, 339, 197, 378]
- column-government-notices-1: [21, 57, 197, 1535]
- advertisement-body: Cosy's Hams. Cosy's Hams. New Corn. To Grocers, Storekeepers, and Others. J. DANIELS & CO. have received instructions to sell at the Commercial Sale Rooms, on Saturday, 28th June, at 11 o'clock, 2 tons Cosy's hams (new cure) in splendid condition. No Reserve. Terms Cash.: [565, 257, 739, 296]
- advertisement-body: TUESDAY, 1st JULY. To Speculators, Hotel Keepers and Others. By Order of the Mortgagee, THAT VALUABLE FREEHOLD PROPERTY KNOWN AS THE ALBION HOTEL, Situate in Great King-street, DUNEDIN. MESSRS. E. B. MARTIN and CO. have received instructions to sell by auction on Tuesday, the first day of July next, at their Rooms, High-street, Dunedin, by order of the Mortgagee, Albion hotel. For further particulars apply to the Auctioneers, or to Mr. HOWARTH, Solicitor, Stafford-street.: [383, 532, 559, 594]
- advertisement-body: For the convenience of parties residing on or near the Gold Fields, the Clerks to the Magistrates on the Gold Fields have been instructed to Register Dogs.: [21, 397, 197, 420]
- advertisement-body: Junction, Tuapeka. GEORGE BRODIE, AUCTIONEER, COMMISSION AGENT, AND CATTLE SALESMAN. Sales and Commissions promptly attended to. Agent for advertising in the Daily Times.: [565, 380, 739, 411]
- advertisement-block: [203, 477, 377, 523]
- advertisement-body: MESSRS. FIRTH, ROE & CO., are prepared to supply from their Mills at Coromandel, Mahurangi, and Auckland, the best Kauri Timber of any dimensions, either rough, planed, T. & G. or feather-edged, as may be required, to order, delivered at Dunedin. List of prices and terms forwarded on application to FIRTH, ROE & CO., Auckland. May 10th, 1862.: [925, 431, 1099, 477]
- advertisement-block: [21, 235, 197, 273]
- advertisement-block: [383, 58, 559, 143]
- advertisement-block: [21, 480, 197, 526]
- advertisement-heading: TUESDAY, 1ST JULY, 1862,: [383, 333, 481, 343]
- advertisement-heading: SMALL FARM FOR SALE,: [925, 274, 1023, 284]
- advertisement-body: Broadway, Wetherston's. JONES, LIMBRICK & CO., Auctioneers, Commission Agents, and Cattle Salesmen. Goods received on consignment, and Account Sale rendered with despatch. Storage for 60 tons; moderate charges. N.B. Horse and Cattle Sale Yard at the Golden Age Hotel. Livery and Bait Stables.: [203, 715, 377, 761]
- advertisement-heading: CROWN LANDS.: [21, 429, 84, 439]
- advertisement-block: [565, 744, 739, 806]
- advertisement-block: [203, 770, 377, 808]
- advertisement-heading: THIS DAY, SATURDAY, 28TH JUNE.: [565, 108, 697, 118]
- advertisement-body: After Thursday, 26th June, 1862, the Escort will be fortnightly until further notice.: [21, 210, 197, 226]
- advertisement-heading: NOTICE.: [565, 562, 599, 572]
- advertisement-block: [925, 421, 1099, 483]
- advertisement-heading: FOR SALE,: [383, 522, 425, 532]
- advertisement-heading: AUSTRALIAN BREEDING EWES.: [565, 678, 690, 688]
- advertisement-body: STOCK AND STATION AGENTS, Manse-street, Dunedin, Are prepared to arrange for the sale or purchase of STATION PROPERTY, also to RECEIVE CONSIGNMENTS OF SHEEP AND CATTLE FOR SALE and TO MAKE LIBERAL ADVANCES WHEN REQUIRED.: [565, 630, 739, 669]
- advertisement-heading: TO DRAPERS, CLOTHIERS, AND OTHERS.: [383, 146, 544, 156]
- column-rule: [922, 45, 923, 1537]
- advertisement-heading: ARCHITECTURAL DRAFTSMEN.: [21, 572, 147, 582]
- advertisement-block: [925, 687, 1099, 725]
- advertisement-block: [203, 278, 377, 455]
- advertisement-body: LANGLANDS, BROTHERS & CO., Engineers, Ironfounders, Boilermakers, Boiler-makers, &c. ARE prepared to receive orders for Saw-mill Gear, Mining, and Pumping Gear. Engines of any description or size made to order. Boilers, Shell, Cornish, marine, and tubular. Extensive assortment of Engineers' Ironmongery, comprising Flies, flax and engine packing; stocks and dies; ratchet braces, spiking screws, screw bolts, and rivets; pipes and fittings. N.B. Builders of iron screw or paddle boats, marine engines of all descriptions.: [925, 956, 1099, 1026]
- advertisement-body: Containing SEVENTY-FIVE ACRES SIX of which are BUSH. THE Property is situated in the CLUTHA COAL RESERVE, and commands one of the best Runs in the Province, either for Sheep or Cattle. It is pleasantly situated, enjoying a beautiful sea view, with a sheltered aspect. It is four miles from the Lighthouse, and the same distance from the Kaitangata Township, to both of which there is an excellent road. Apply to MESSRS. GILLIES & STREET, Land Agents, Surveyors, and Accountants.: [925, 284, 1099, 346]
- advertisement-block: [925, 486, 1099, 532]
- column-rule: [742, 45, 743, 1537]
